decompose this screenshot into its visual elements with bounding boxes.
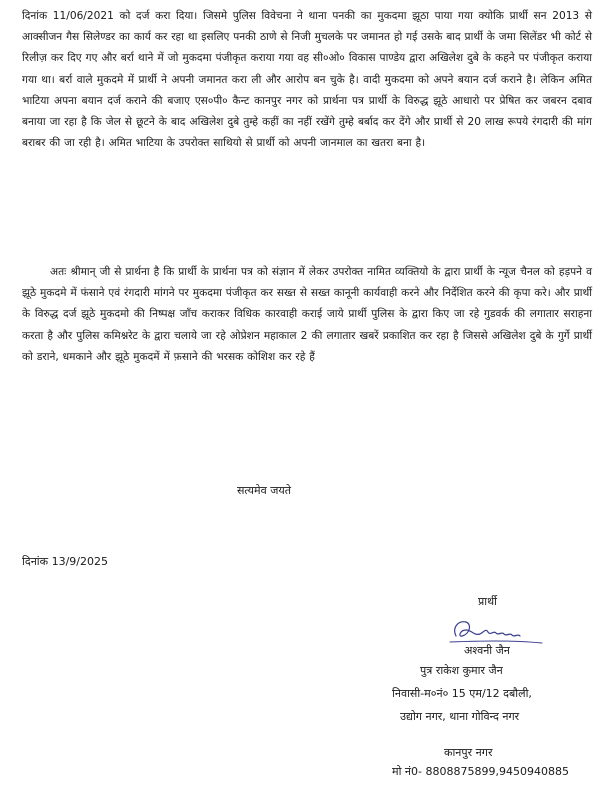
address-line-1: निवासी-म०नं० 15 एम/12 दबौली, (392, 687, 532, 700)
mobile-number: मो नं0- 8808875899,9450940885 (392, 765, 569, 778)
applicant-name: अश्वनी जैन (464, 644, 510, 657)
address-city: कानपुर नगर (444, 746, 493, 759)
applicant-father: पुत्र राकेश कुमार जैन (420, 664, 503, 677)
closing-motto: सत्यमेव जयते (237, 484, 292, 497)
address-line-2: उद्योग नगर, थाना गोविन्द नगर (400, 710, 520, 723)
body-paragraph-1: दिनांक 11/06/2021 को दर्ज करा दिया। जिसमे पुलिस विवेचना ने थाना पनकी का मुकदमा झूठा पाया गया क्योकि प्रार्थी सन 2013 से आक्सीजन गैस सिलेण्डर का कार्य कर रहा था इसलिए पनकी ठाणे से निजी मुचलके पर जमानत हो गई उसके बाद प्रार्थी के जमा सिलेंडर भी कोर्ट से रिलीज़ कर दिए गए और बर्रा थाने में जो मुकदमा पंजीकृत कराया गया वह सी०ओ० विकास पाण्डेय द्वारा अखिलेश दुबे के कहने पर पंजीकृत कराया गया था। बर्रा वाले मुकदमे में प्रार्थी ने अपनी जमानत करा ली और आरोप बन चुके है। वादी मुकदमा को अपने बयान दर्ज कराने है। लेकिन अमित भाटिया अपना बयान दर्ज कराने की बजाए एस०पी० कैन्ट कानपुर नगर को प्रार्थना पत्र प्रार्थी के विरुद्ध झूठे आधारो पर प्रेषित कर जबरन दबाव बनाया जा रहा है कि जेल से छूटने के बाद अखिलेश दुबे तुम्हे कहीं का नहीं रखेंगे तुम्हे बर्बाद कर देंगे और प्रार्थी से 20 लाख रूपये रंगदारी की मांग बराबर की जा रही है। अमित भाटिया के उपरोक्त साथियो से प्रार्थी को अपनी जानमाल का खतरा बना है। (22, 10, 592, 150)
applicant-label: प्रार्थी (478, 595, 497, 608)
body-paragraph-2: अतः श्रीमान् जी से प्रार्थना है कि प्रार्थी के प्रार्थना पत्र को संज्ञान में लेकर उपरोक्त नामित व्यक्तियो के द्वारा प्रार्थी के न्यूज चैनल को हड़पने व झूठे मुकदमे में फंसाने एवं रंगदारी मांगने पर मुकदमा पंजीकृत कर सख्त से सख्त कानूनी कार्यवाही करने और निर्देशित करने की कृपा करे। और प्रार्थी के विरुद्ध दर्ज झूठे मुकदमो की निष्पक्ष जाँच कराकर विधिक कारवाही कराई जाये प्रार्थी पुलिस के द्वारा किए जा रहे गुडवर्क की लगातार सराहना करता है और पुलिस कमिश्नरेट के द्वारा चलाये जा रहे ओप्रेशन महाकाल 2 की लगातार खबरें प्रकाशित कर रहा है जिससे अखिलेश दुबे के गुर्गे प्रार्थी को डराने, धमकाने और झूठे मुकदमें में फ़साने की भरसक कोशिश कर रहे हैं (22, 266, 592, 363)
letter-date: दिनांक 13/9/2025 (22, 555, 108, 568)
